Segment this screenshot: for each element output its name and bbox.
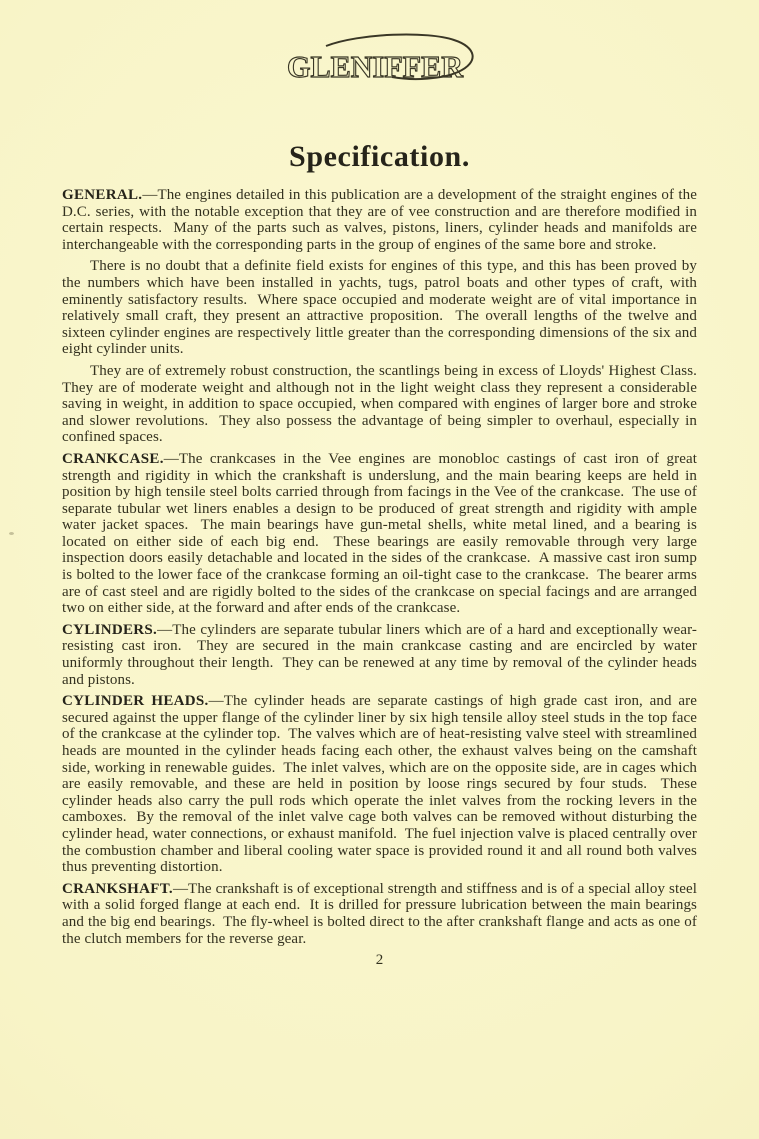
section-heading-general: GENERAL. bbox=[62, 187, 143, 203]
section-heading-crankshaft: CRANKSHAFT. bbox=[62, 880, 173, 897]
paper-speck bbox=[9, 532, 14, 535]
section-heading-crankcase: CRANKCASE. bbox=[62, 450, 164, 467]
paragraph-cylinder-heads-text: —The cylinder heads are separate castings of high grade cast iron, and are secured against the upper flange of the cylinder liner by six high tensile alloy steel studs in the top face of the crankcase at the cylinder top. The valves which are of heat-resisting valve steel with streamlined heads are mounted in the cylinder heads facing each other, the exhaust valves being on the camshaft side, working in renewable guides. The inlet valves, which are on the opposite side, are in cages which are easily removable, and these are held in position by loose rings secured by four studs. These cylinder heads also carry the pull rods which operate the inlet valves from the rocking levers in the camboxes. By the removal of the inlet valve cage both valves can be removed without disturbing the cylinder head, water connections, or exhaust manifold. The fuel injection valve is placed centrally over the combustion chamber and liberal cooling water space is provided round it and all round both valves thus preventing distortion. bbox=[62, 693, 701, 876]
logo bbox=[62, 0, 697, 89]
specification-text bbox=[62, 187, 705, 947]
paragraph-field-exists-text: There is no doubt that a definite field exists for engines of this type, and this has been proved by the numbers which have been installed in yachts, tugs, patrol boats and other types of craft, with eminently satisfactory results. Where space occupied and moderate weight are of vital importance in relatively small craft, they present an attractive proposition. The overall lengths of the twelve and sixteen cylinder engines are respectively little greater than the corresponding dimensions of the six and eight cylinder units. bbox=[62, 258, 701, 358]
section-heading-cylinder-heads: CYLINDER HEADS. bbox=[62, 693, 209, 710]
page-number: 2 bbox=[375, 952, 384, 969]
paragraph-cylinders bbox=[62, 621, 701, 688]
paragraph-crankshaft bbox=[62, 880, 701, 947]
paragraph-robust-construction bbox=[62, 362, 705, 446]
paragraph-general bbox=[62, 187, 701, 253]
page-title: Specification. bbox=[289, 140, 470, 173]
paragraph-crankcase-text: —The crankcases in the Vee engines are monobloc castings of cast iron of great strength and rigidity in which the crankshaft is underslung, and the main bearing keeps are held in position by high tensile steel bolts carried through from facings in the Vee of the crankcase. The use of separate tubular wet liners enables a design to be produced of great strength and rigidity with ample water jacket spaces. The main bearings have gun-metal shells, white metal lined, and a bearing is located on either side of each big end. These bearings are easily removable through very large inspection doors easily detachable and located in the sides of the crankcase. A massive cast iron sump is bolted to the lower face of the crankcase forming an oil-tight case to the crankcase. The bearer arms are of cast steel and are rigidly bolted to the sides of the crankcase on special facings and are arranged two on either side, at the forward and after ends of the crankcase. bbox=[62, 450, 701, 617]
logo-brand-text: GLENIFFER bbox=[286, 49, 464, 84]
section-heading-cylinders: CYLINDERS. bbox=[62, 621, 158, 638]
paragraph-cylinder-heads bbox=[62, 693, 701, 876]
paragraph-cylinders-text: —The cylinders are separate tubular liners which are of a hard and exceptionally wear-resisting cast iron. They are secured in the main crankcase casting and are encircled by water uniformly throughout their length. They can be renewed at any time by removal of the cylinder heads and pistons. bbox=[62, 621, 701, 688]
paragraph-robust-construction-text: They are of extremely robust construction, the scantlings being in excess of Lloyds' Highest Class. They are of moderate weight and although not in the light weight class they represent a considerable saving in weight, in addition to space occupied, when compared with engines of larger bore and stroke and slower revolutions. They also possess the advantage of being simpler to overhaul, especially in confined spaces. bbox=[62, 362, 705, 446]
paragraph-general-text: —The engines detailed in this publication are a development of the straight engines of the D.C. series, with the notable exception that they are of vee construction and are therefore modified in certain respects. Many of the parts such as valves, pistons, liners, cylinder heads and manifolds are interchangeable with the corresponding parts in the group of engines of the same bore and stroke. bbox=[62, 187, 701, 253]
gleniffer-logo bbox=[280, 33, 480, 91]
paragraph-field-exists bbox=[62, 258, 701, 358]
paragraph-crankshaft-text: —The crankshaft is of exceptional strength and stiffness and is of a special alloy steel with a solid forged flange at each end. It is drilled for pressure lubrication between the main bearings and the big end bearings. The fly-wheel is bolted direct to the after crankshaft flange and acts as one of the clutch members for the reverse gear. bbox=[62, 880, 701, 947]
paragraph-crankcase bbox=[62, 450, 701, 617]
